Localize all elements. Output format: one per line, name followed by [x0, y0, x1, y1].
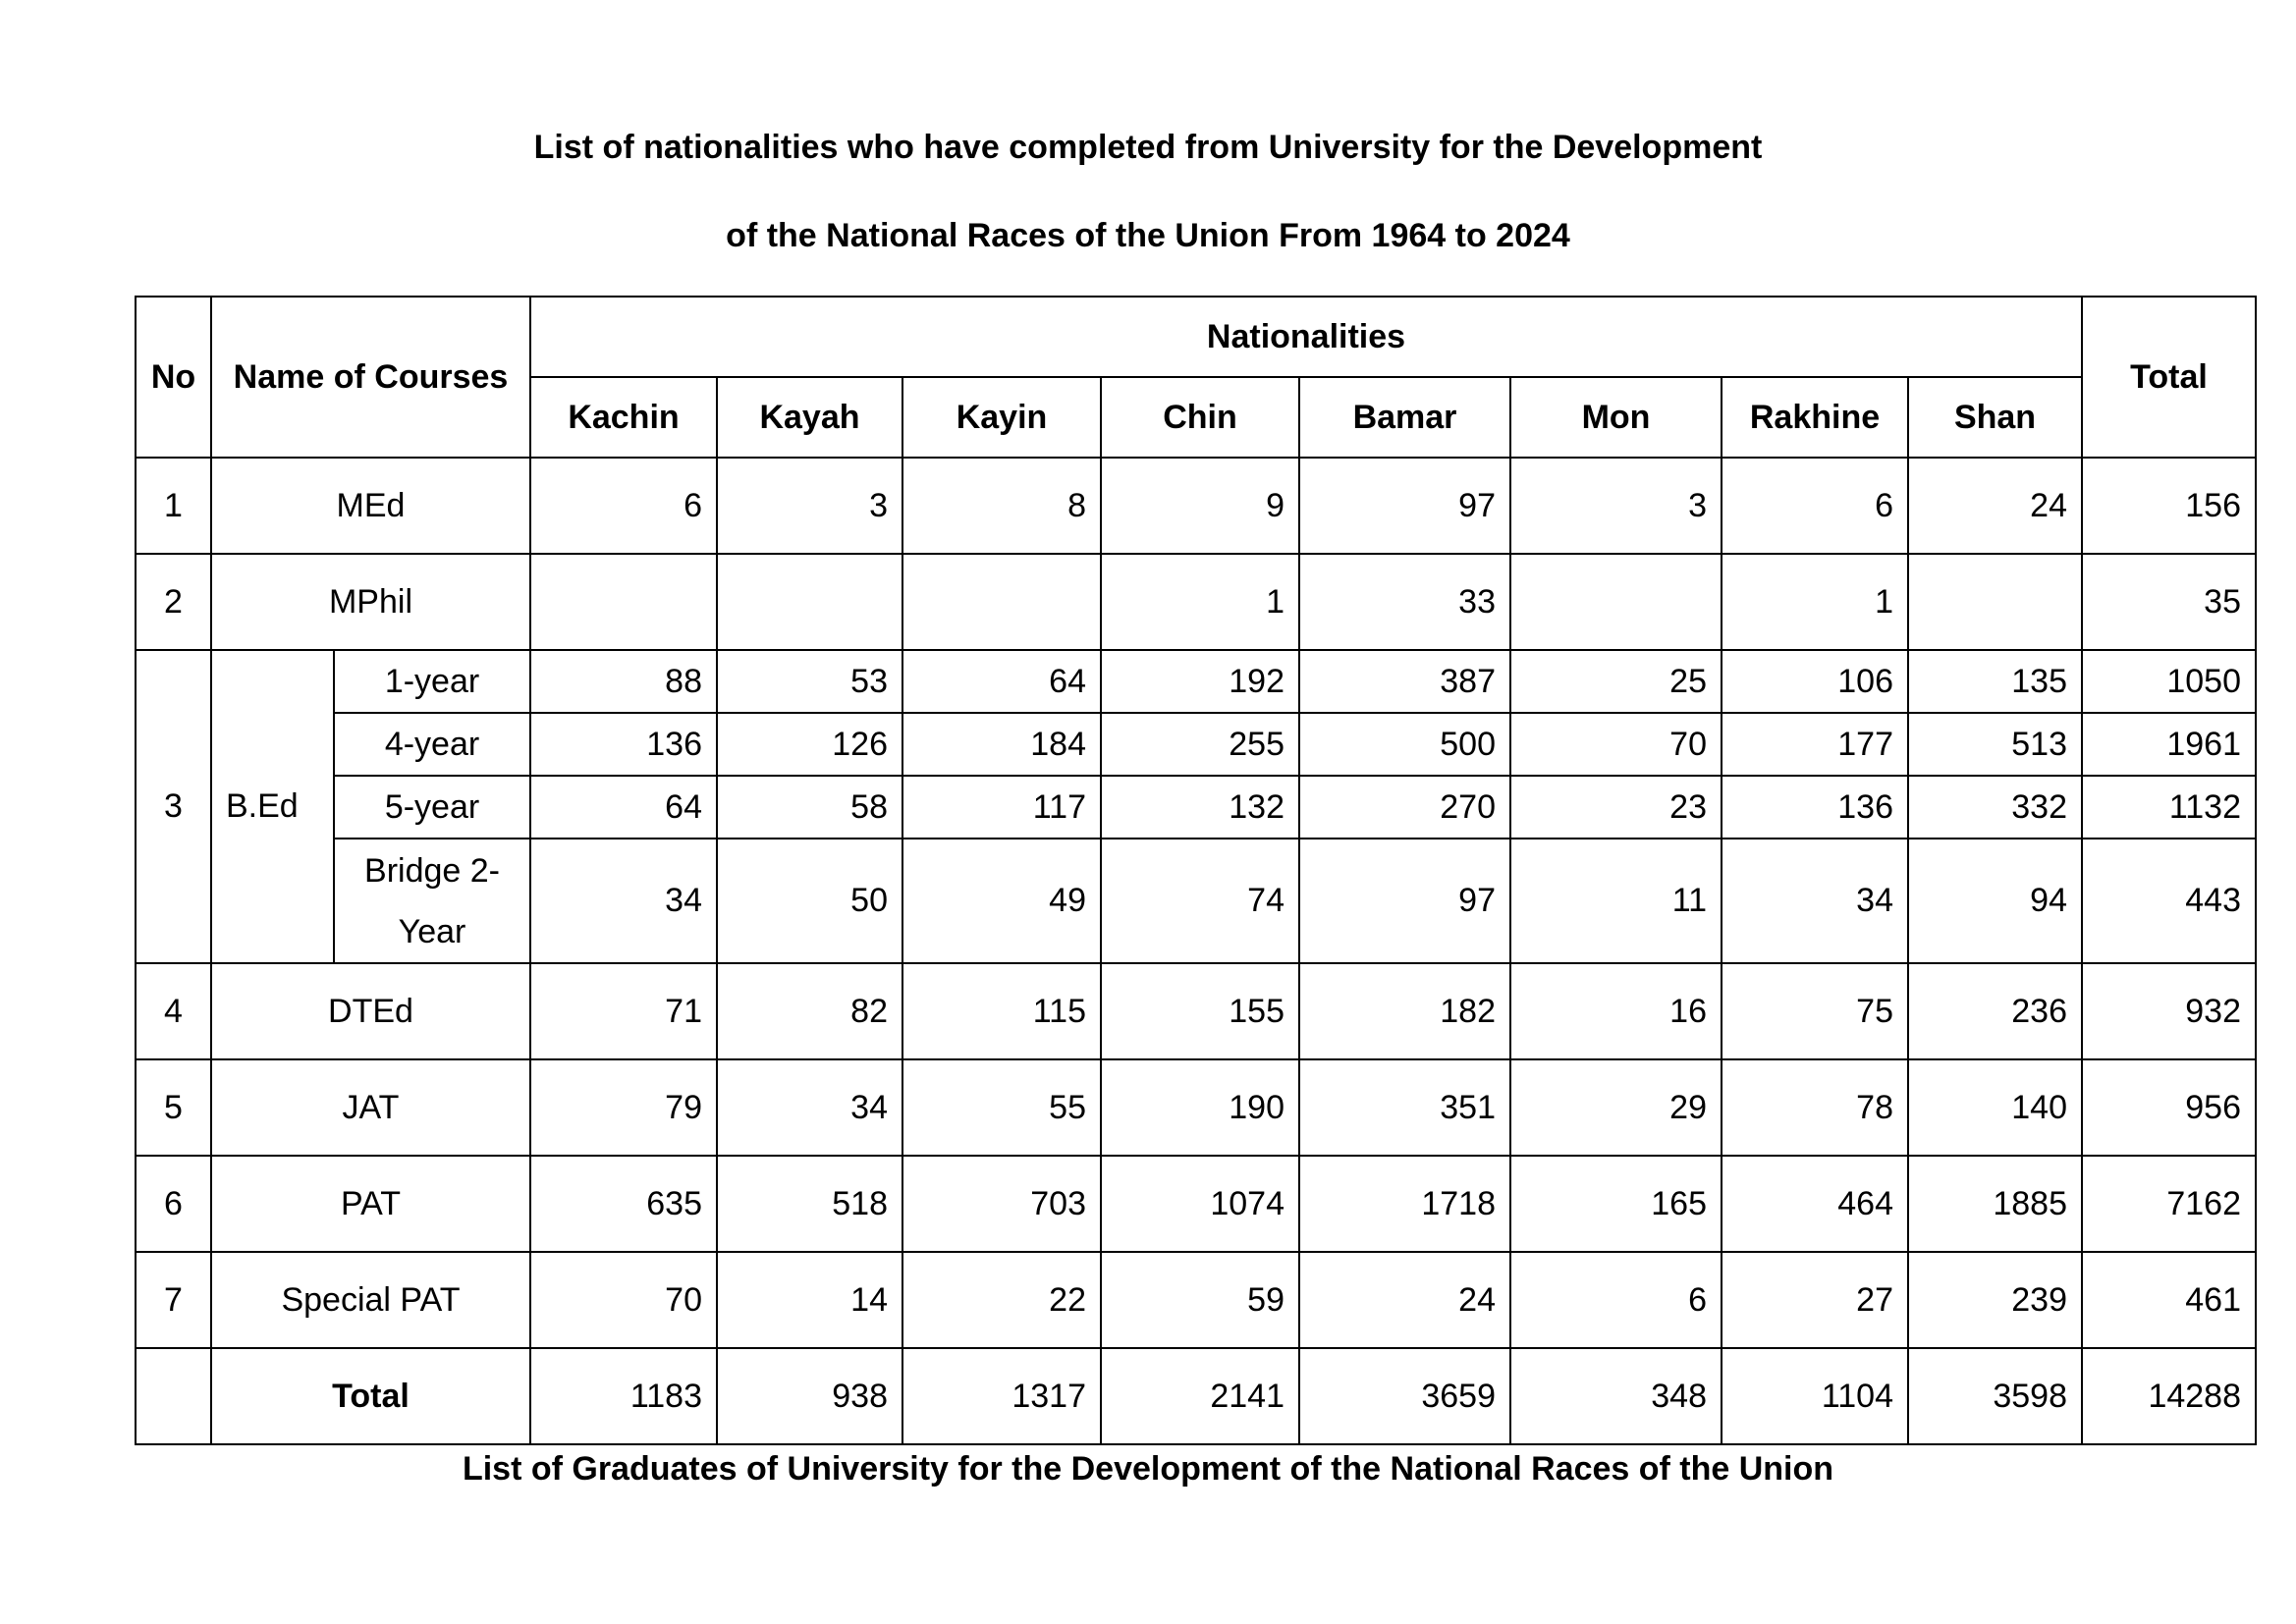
cell-kayin: 22 — [902, 1252, 1101, 1348]
row-no: 6 — [136, 1156, 211, 1252]
cell-kayin: 703 — [902, 1156, 1101, 1252]
header-nationalities: Nationalities — [530, 297, 2082, 377]
cell-shan: 135 — [1908, 650, 2082, 713]
cell-kayin: 8 — [902, 458, 1101, 554]
cell-total: 1050 — [2082, 650, 2256, 713]
cell-shan: 239 — [1908, 1252, 2082, 1348]
cell-bamar: 182 — [1299, 963, 1510, 1059]
cell-bamar: 97 — [1299, 839, 1510, 963]
header-shan: Shan — [1908, 377, 2082, 458]
header-kayin: Kayin — [902, 377, 1101, 458]
cell-rakhine: 27 — [1722, 1252, 1908, 1348]
row-course: JAT — [211, 1059, 530, 1156]
cell-bamar: 33 — [1299, 554, 1510, 650]
cell-kayin: 115 — [902, 963, 1101, 1059]
row-no: 3 — [136, 650, 211, 963]
cell-total: 1961 — [2082, 713, 2256, 776]
cell-kachin: 71 — [530, 963, 717, 1059]
cell-chin: 155 — [1101, 963, 1299, 1059]
cell-mon: 70 — [1510, 713, 1722, 776]
cell-kayah: 53 — [717, 650, 902, 713]
cell-bamar: 387 — [1299, 650, 1510, 713]
cell-kachin: 635 — [530, 1156, 717, 1252]
cell-kachin: 64 — [530, 776, 717, 839]
cell-mon: 29 — [1510, 1059, 1722, 1156]
cell-kayin: 184 — [902, 713, 1101, 776]
cell-shan: 94 — [1908, 839, 2082, 963]
table-row — [136, 776, 2256, 839]
cell-total: 956 — [2082, 1059, 2256, 1156]
row-course: MPhil — [211, 554, 530, 650]
row-course: PAT — [211, 1156, 530, 1252]
row-no: 7 — [136, 1252, 211, 1348]
cell-total: 1132 — [2082, 776, 2256, 839]
cell-bamar: 3659 — [1299, 1348, 1510, 1444]
header-kayah: Kayah — [717, 377, 902, 458]
cell-kayin: 64 — [902, 650, 1101, 713]
cell-kachin — [530, 554, 717, 650]
table-row — [136, 458, 2256, 554]
row-no: 2 — [136, 554, 211, 650]
cell-rakhine: 75 — [1722, 963, 1908, 1059]
cell-shan: 332 — [1908, 776, 2082, 839]
cell-total: 156 — [2082, 458, 2256, 554]
cell-kachin: 70 — [530, 1252, 717, 1348]
cell-kayah: 938 — [717, 1348, 902, 1444]
graduates-table — [135, 296, 2257, 1445]
cell-chin: 132 — [1101, 776, 1299, 839]
page-title-line-1: List of nationalities who have completed from University for the Development — [533, 129, 1763, 166]
row-course: MEd — [211, 458, 530, 554]
cell-rakhine: 177 — [1722, 713, 1908, 776]
cell-rakhine: 34 — [1722, 839, 1908, 963]
cell-bamar: 1718 — [1299, 1156, 1510, 1252]
cell-kayin: 55 — [902, 1059, 1101, 1156]
header-total: Total — [2082, 297, 2256, 458]
cell-chin: 1 — [1101, 554, 1299, 650]
cell-kachin: 136 — [530, 713, 717, 776]
cell-mon: 23 — [1510, 776, 1722, 839]
cell-rakhine: 1 — [1722, 554, 1908, 650]
cell-rakhine: 6 — [1722, 458, 1908, 554]
header-course: Name of Courses — [211, 297, 530, 458]
row-course: Special PAT — [211, 1252, 530, 1348]
cell-chin: 9 — [1101, 458, 1299, 554]
cell-chin: 190 — [1101, 1059, 1299, 1156]
cell-kachin: 6 — [530, 458, 717, 554]
page-title-line-2: of the National Races of the Union From 1964 to 2024 — [726, 217, 1570, 254]
header-chin: Chin — [1101, 377, 1299, 458]
cell-total: 443 — [2082, 839, 2256, 963]
header-kachin: Kachin — [530, 377, 717, 458]
cell-rakhine: 464 — [1722, 1156, 1908, 1252]
header-row-1 — [136, 297, 2256, 377]
cell-kayin: 49 — [902, 839, 1101, 963]
cell-mon: 165 — [1510, 1156, 1722, 1252]
cell-shan: 24 — [1908, 458, 2082, 554]
cell-shan: 3598 — [1908, 1348, 2082, 1444]
cell-shan: 513 — [1908, 713, 2082, 776]
cell-kachin: 34 — [530, 839, 717, 963]
cell-bamar: 500 — [1299, 713, 1510, 776]
table-row — [136, 1059, 2256, 1156]
cell-chin: 255 — [1101, 713, 1299, 776]
cell-rakhine: 136 — [1722, 776, 1908, 839]
row-no: 4 — [136, 963, 211, 1059]
cell-mon: 11 — [1510, 839, 1722, 963]
row-subcourse: 1-year — [334, 650, 530, 713]
table-row — [136, 1156, 2256, 1252]
cell-chin: 59 — [1101, 1252, 1299, 1348]
table-caption: List of Graduates of University for the Development of the National Races of the Union — [462, 1450, 1834, 1488]
cell-kachin: 1183 — [530, 1348, 717, 1444]
cell-bamar: 351 — [1299, 1059, 1510, 1156]
cell-kayah: 126 — [717, 713, 902, 776]
cell-rakhine: 1104 — [1722, 1348, 1908, 1444]
cell-kayah: 50 — [717, 839, 902, 963]
cell-shan: 236 — [1908, 963, 2082, 1059]
cell-kayin: 1317 — [902, 1348, 1101, 1444]
table-row — [136, 554, 2256, 650]
cell-kayin: 117 — [902, 776, 1101, 839]
cell-total: 35 — [2082, 554, 2256, 650]
cell-kachin: 88 — [530, 650, 717, 713]
row-no — [136, 1348, 211, 1444]
cell-mon: 25 — [1510, 650, 1722, 713]
table-row — [136, 650, 2256, 713]
header-rakhine: Rakhine — [1722, 377, 1908, 458]
cell-mon: 16 — [1510, 963, 1722, 1059]
cell-chin: 74 — [1101, 839, 1299, 963]
cell-shan: 140 — [1908, 1059, 2082, 1156]
cell-kayah: 14 — [717, 1252, 902, 1348]
cell-kayah: 82 — [717, 963, 902, 1059]
cell-shan: 1885 — [1908, 1156, 2082, 1252]
table-row — [136, 1252, 2256, 1348]
cell-bamar: 24 — [1299, 1252, 1510, 1348]
cell-kayin — [902, 554, 1101, 650]
cell-bamar: 270 — [1299, 776, 1510, 839]
row-no: 5 — [136, 1059, 211, 1156]
row-course: DTEd — [211, 963, 530, 1059]
cell-kayah — [717, 554, 902, 650]
cell-total: 7162 — [2082, 1156, 2256, 1252]
total-row — [136, 1348, 2256, 1444]
cell-chin: 2141 — [1101, 1348, 1299, 1444]
cell-bamar: 97 — [1299, 458, 1510, 554]
cell-rakhine: 78 — [1722, 1059, 1908, 1156]
cell-kayah: 34 — [717, 1059, 902, 1156]
cell-mon: 3 — [1510, 458, 1722, 554]
cell-kachin: 79 — [530, 1059, 717, 1156]
row-subcourse: 5-year — [334, 776, 530, 839]
cell-shan — [1908, 554, 2082, 650]
table-row — [136, 713, 2256, 776]
cell-rakhine: 106 — [1722, 650, 1908, 713]
cell-total: 461 — [2082, 1252, 2256, 1348]
header-no: No — [136, 297, 211, 458]
cell-mon: 6 — [1510, 1252, 1722, 1348]
cell-kayah: 518 — [717, 1156, 902, 1252]
row-course-total: Total — [211, 1348, 530, 1444]
cell-mon — [1510, 554, 1722, 650]
cell-kayah: 3 — [717, 458, 902, 554]
cell-chin: 1074 — [1101, 1156, 1299, 1252]
cell-total: 932 — [2082, 963, 2256, 1059]
cell-mon: 348 — [1510, 1348, 1722, 1444]
table-row — [136, 839, 2256, 963]
header-mon: Mon — [1510, 377, 1722, 458]
cell-total: 14288 — [2082, 1348, 2256, 1444]
cell-kayah: 58 — [717, 776, 902, 839]
cell-chin: 192 — [1101, 650, 1299, 713]
row-no: 1 — [136, 458, 211, 554]
table-row — [136, 963, 2256, 1059]
row-subcourse: 4-year — [334, 713, 530, 776]
header-bamar: Bamar — [1299, 377, 1510, 458]
row-course: B.Ed — [211, 650, 334, 963]
row-subcourse: Bridge 2-Year — [334, 839, 530, 963]
